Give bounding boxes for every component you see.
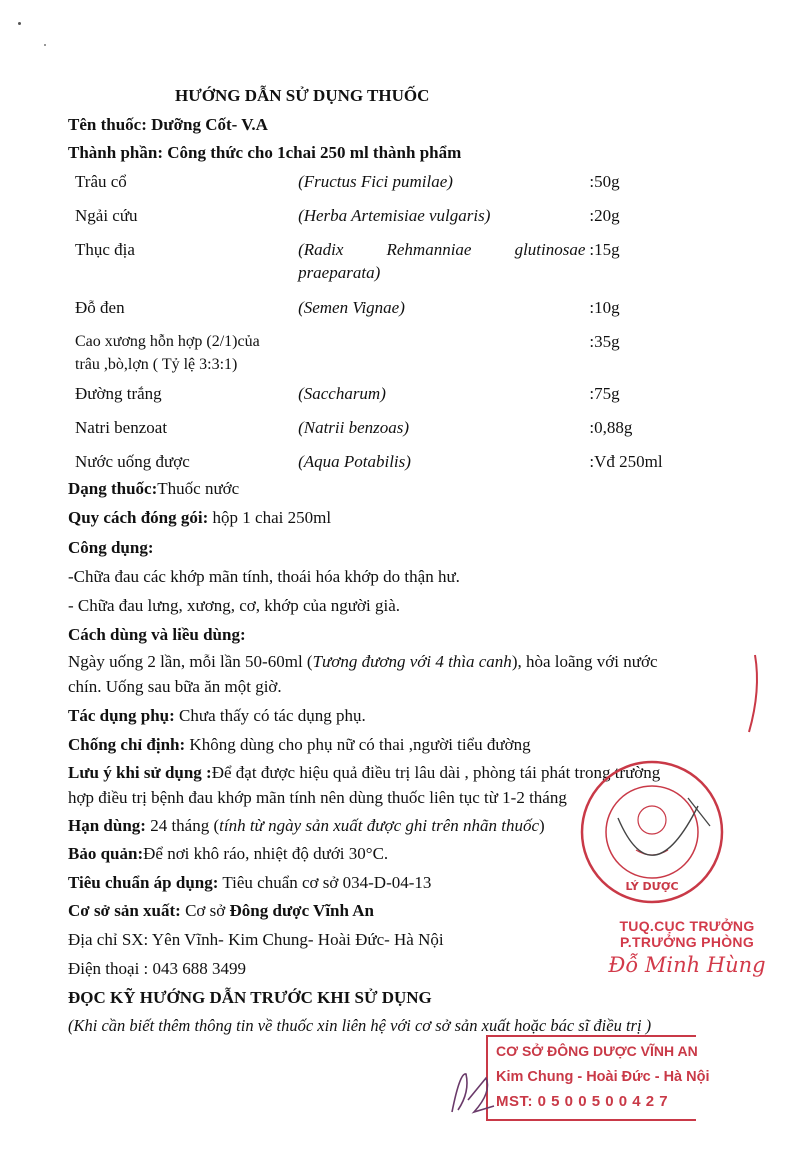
initials-signature-icon <box>444 1062 504 1120</box>
page-title: HƯỚNG DẪN SỬ DỤNG THUỐC <box>175 86 430 105</box>
drug-name-value: Dưỡng Cốt- V.A <box>151 115 268 134</box>
notes-line: hợp điều trị bệnh đau khớp mãn tính nên dùng thuốc liên tục từ 1-2 tháng <box>68 788 567 807</box>
shelf-life-italic: tính từ ngày sản xuất được ghi trên nhãn thuốc <box>219 816 540 835</box>
manufacturer-name: Đông dược Vĩnh An <box>229 901 375 920</box>
table-row <box>70 416 710 450</box>
ingredient-name-cell <box>70 330 298 382</box>
contact-note: (Khi cần biết thêm thông tin về thuốc xin liên hệ với cơ sở sản xuất hoặc bác sĩ điều trị ) <box>68 1016 652 1035</box>
uses-line: - Chữa đau lưng, xương, cơ, khớp của người già. <box>68 596 401 615</box>
signature-name: Đỗ Minh Hùng <box>608 953 766 977</box>
phone-line: Điện thoại : 043 688 3499 <box>68 959 247 978</box>
notes-label: Lưu ý khi sử dụng : <box>68 763 212 782</box>
administration-text: ), hòa loãng với nước <box>511 652 658 671</box>
ingredient-latin: (Herba Artemisiae vulgaris) <box>298 206 491 225</box>
ingredient-latin-cell <box>298 238 589 296</box>
shelf-life-end: ) <box>539 816 545 835</box>
address-line: Địa chỉ SX: Yên Vĩnh- Kim Chung- Hoài Đức- Hà Nội <box>68 930 444 949</box>
administration-text: Ngày uống 2 lần, mỗi lần 50-60ml ( <box>68 652 313 671</box>
ingredient-name: Nước uống được <box>75 452 190 471</box>
company-stamp <box>486 1035 710 1121</box>
round-stamp <box>578 758 726 906</box>
notes-row <box>68 763 660 783</box>
manufacturer-row <box>68 901 374 921</box>
signature-block <box>592 918 782 977</box>
ingredients-table <box>70 170 710 480</box>
ingredient-name-cont: trâu ,bò,lợn ( Tỷ lệ 3:3:1) <box>75 356 238 373</box>
table-row <box>70 204 710 238</box>
table-row <box>70 170 710 204</box>
side-effects-label: Tác dụng phụ: <box>68 706 175 725</box>
table-row <box>70 296 710 330</box>
ingredient-amount: :75g <box>589 384 620 403</box>
ingredient-name: Đỗ đen <box>75 298 125 317</box>
ingredient-name: Natri benzoat <box>75 418 168 437</box>
administration-italic: Tương đương với 4 thìa canh <box>312 652 512 671</box>
contraindications-row <box>68 735 531 755</box>
ingredient-name: Đường trắng <box>75 384 162 403</box>
table-row <box>70 450 710 480</box>
notes-value: Để đạt được hiệu quả điều trị lâu dài , phòng tái phát trong trường <box>211 763 661 782</box>
table-row <box>70 330 710 382</box>
storage-label: Bảo quản: <box>68 844 144 863</box>
uses-line: -Chữa đau các khớp mãn tính, thoái hóa khớp do thận hư. <box>68 567 460 586</box>
ingredient-latin: (Aqua Potabilis) <box>298 452 411 471</box>
company-stamp-line3: MST: 0 5 0 0 5 0 0 4 2 7 <box>496 1093 669 1110</box>
contraindications-label: Chống chỉ định: <box>68 735 186 754</box>
ingredient-amount: :50g <box>589 172 620 191</box>
administration-label: Cách dùng và liều dùng: <box>68 625 246 644</box>
signature-title-2: P.TRƯỞNG PHÒNG <box>619 934 755 950</box>
warning-line: ĐỌC KỸ HƯỚNG DẪN TRƯỚC KHI SỬ DỤNG <box>68 988 432 1007</box>
composition-row <box>68 143 461 163</box>
side-effects-value: Chưa thấy có tác dụng phụ. <box>174 706 366 725</box>
ingredient-amount: :Vđ 250ml <box>589 452 663 471</box>
company-stamp-line2: Kim Chung - Hoài Đức - Hà Nội <box>496 1069 710 1085</box>
ingredient-latin <box>298 330 589 382</box>
storage-row <box>68 844 388 864</box>
drug-name-row <box>68 115 268 135</box>
dosage-form-value: Thuốc nước <box>157 479 240 498</box>
round-stamp-text: LÝ DƯỢC <box>625 880 679 893</box>
ingredient-latin-cont: praeparata) <box>298 263 381 282</box>
shelf-life-row <box>68 816 545 836</box>
ingredient-latin: (Saccharum) <box>298 384 386 403</box>
dosage-form-label: Dạng thuốc: <box>68 479 158 498</box>
administration-line <box>68 652 658 672</box>
signature-title-1: TUQ.CỤC TRƯỞNG <box>619 918 755 934</box>
ingredient-latin: (Natrii benzoas) <box>298 418 410 437</box>
margin-mark-icon <box>735 650 765 740</box>
ingredient-latin: (Radix Rehmanniae glutinosae <box>298 240 586 259</box>
composition-label: Thành phần: <box>68 143 163 162</box>
packaging-row <box>68 508 331 528</box>
company-stamp-line1: CƠ SỞ ĐÔNG DƯỢC VĨNH AN <box>496 1043 698 1059</box>
composition-value: Công thức cho 1chai 250 ml thành phẩm <box>167 143 462 162</box>
ingredient-amount: :20g <box>589 206 620 225</box>
manufacturer-pre: Cơ sở <box>180 901 230 920</box>
packaging-label: Quy cách đóng gói: <box>68 508 209 527</box>
table-row <box>70 238 710 296</box>
ingredient-amount: :10g <box>589 298 620 317</box>
table-row <box>70 382 710 416</box>
emblem-icon <box>638 806 666 834</box>
manufacturer-label: Cơ sở sản xuất: <box>68 901 181 920</box>
ingredient-name: Cao xương hỗn hợp (2/1)của <box>75 333 260 350</box>
dosage-form-row <box>68 479 239 499</box>
administration-line: chín. Uống sau bữa ăn một giờ. <box>68 677 282 696</box>
ingredient-name: Ngải cứu <box>75 206 138 225</box>
standard-row <box>68 873 431 893</box>
ingredient-name: Thục địa <box>75 240 135 259</box>
ingredient-amount: :35g <box>589 332 620 351</box>
shelf-life-value: 24 tháng ( <box>145 816 220 835</box>
shelf-life-label: Hạn dùng: <box>68 816 146 835</box>
scan-speck <box>44 44 46 46</box>
contraindications-value: Không dùng cho phụ nữ có thai ,người tiểu đường <box>185 735 531 754</box>
standard-label: Tiêu chuẩn áp dụng: <box>68 873 219 892</box>
drug-name-label: Tên thuốc: <box>68 115 147 134</box>
packaging-value: hộp 1 chai 250ml <box>208 508 332 527</box>
ingredient-amount: :15g <box>589 240 620 259</box>
ingredient-latin: (Fructus Fici pumilae) <box>298 172 453 191</box>
standard-value: Tiêu chuẩn cơ sở 034-D-04-13 <box>218 873 432 892</box>
uses-label: Công dụng: <box>68 538 154 557</box>
storage-value: Để nơi khô ráo, nhiệt độ dưới 30°C. <box>143 844 389 863</box>
ingredient-name: Trâu cổ <box>75 172 127 191</box>
side-effects-row <box>68 706 366 726</box>
ingredient-latin: (Semen Vignae) <box>298 298 405 317</box>
ingredient-amount: :0,88g <box>589 418 633 437</box>
signature-stroke-icon <box>618 806 698 855</box>
scan-speck <box>18 22 21 25</box>
